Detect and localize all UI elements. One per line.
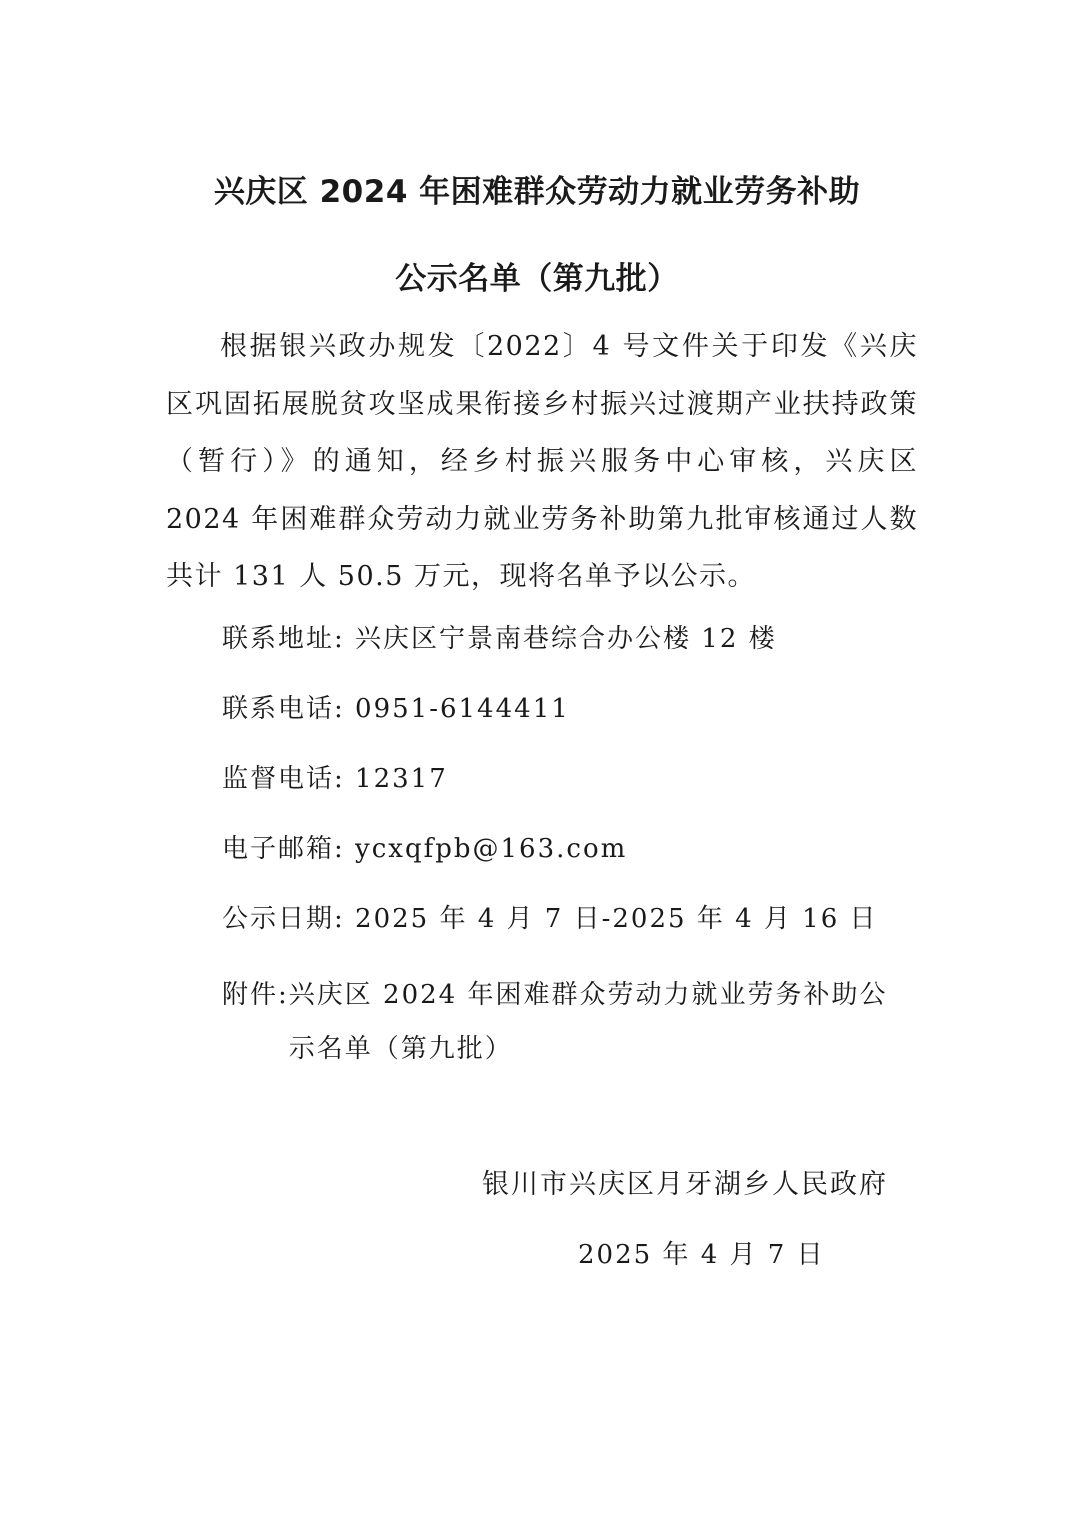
publicity-period: 公示日期: 2025 年 4 月 7 日-2025 年 4 月 16 日	[222, 904, 878, 934]
issuer-signature: 银川市兴庆区月牙湖乡人民政府	[482, 1169, 888, 1200]
document-title-line-2: 公示名单（第九批）	[395, 261, 679, 297]
body-paragraph: 根据银兴政办规发〔2022〕4 号文件关于印发《兴庆区巩固拓展脱贫攻坚成果衔接乡村振兴过渡期产业扶持政策（暂行）》的通知，经乡村振兴服务中心审核，兴庆区 2024 年困难群众劳动力就业劳务补助第九批审核通过人数共计 131 人 50.5 万元，现将名单予以公示。	[166, 331, 918, 592]
supervision-phone: 监督电话: 12317	[222, 764, 448, 794]
contact-phone: 联系电话: 0951-6144411	[222, 694, 570, 724]
attachment-label: 附件:	[222, 980, 289, 1010]
document-title-line-1: 兴庆区 2024 年困难群众劳动力就业劳务补助	[213, 174, 861, 210]
contact-address: 联系地址: 兴庆区宁景南巷综合办公楼 12 楼	[222, 624, 777, 654]
email-address: 电子邮箱: ycxqfpb@163.com	[222, 834, 628, 864]
attachment-text: 兴庆区 2024 年困难群众劳动力就业劳务补助公示名单（第九批）	[288, 980, 888, 1064]
issue-date: 2025 年 4 月 7 日	[578, 1240, 825, 1270]
attachment-note	[222, 968, 922, 1076]
